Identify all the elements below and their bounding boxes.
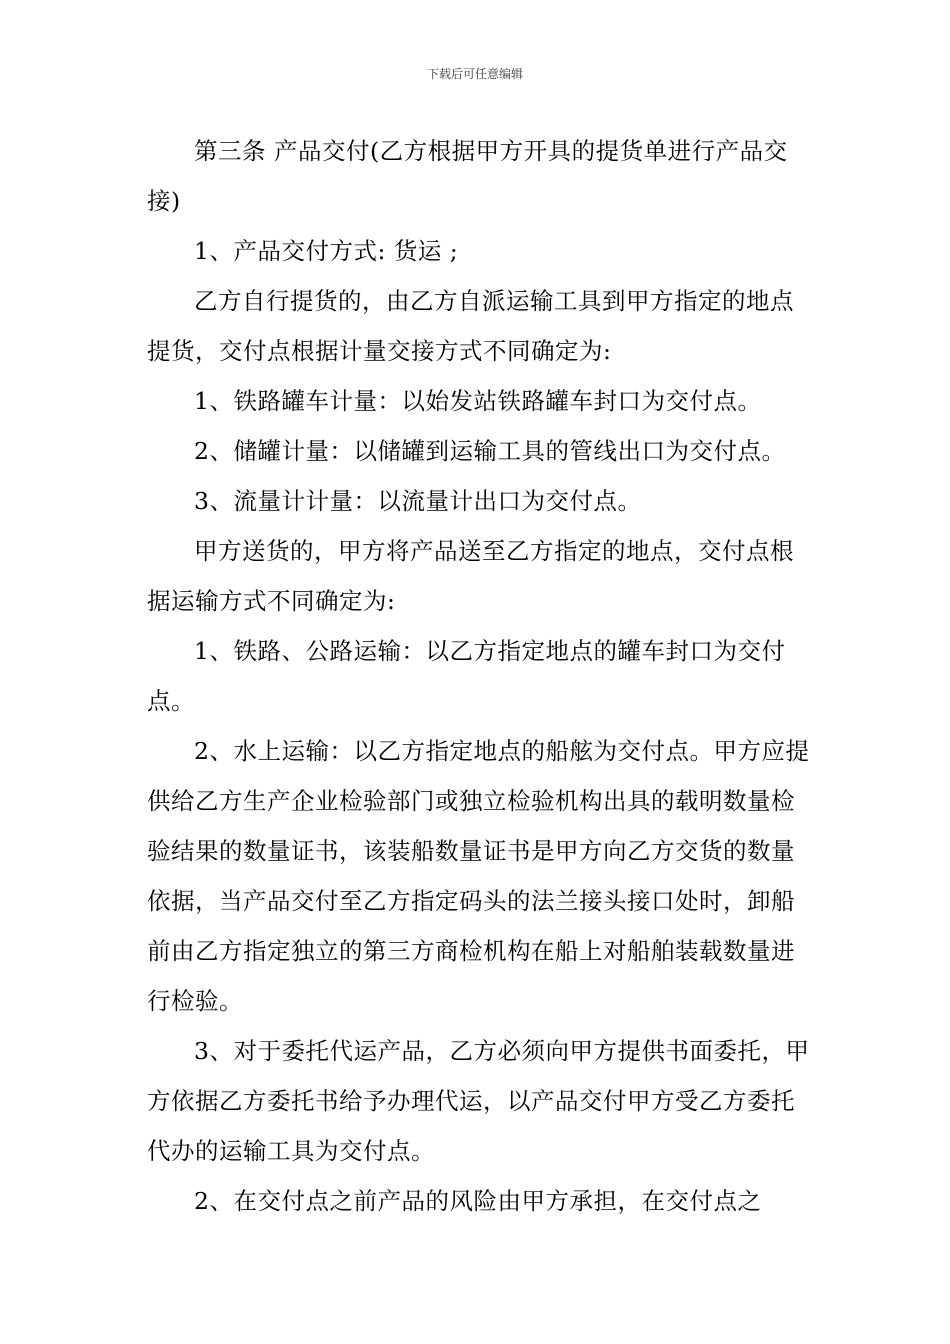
storage-tank-measure-item: 2、储罐计量：以储罐到运输工具的管线出口为交付点。 <box>194 437 786 465</box>
delivery-method-item: 1、产品交付方式: 货运 ; <box>194 237 459 265</box>
rail-tanker-measure-item: 1、铁路罐车计量：以始发站铁路罐车封口为交付点。 <box>194 387 762 415</box>
consigned-transport-item: 3、对于委托代运产品，乙方必须向甲方提供书面委托，甲方依据乙方委托书给予办理代运，以产品交付甲方受乙方委托代办的运输工具为交付点。 <box>147 1037 810 1165</box>
risk-transfer-item: 2、在交付点之前产品的风险由甲方承担，在交付点之 <box>194 1187 762 1215</box>
water-transport-item: 2、水上运输：以乙方指定地点的船舷为交付点。甲方应提供给乙方生产企业检验部门或独立检验机构出具的载明数量检验结果的数量证书，该装船数量证书是甲方向乙方交货的数量依据，当产品交付至乙方指定码头的法兰接头接口处时，卸船前由乙方指定独立的第三方商检机构在船上对船舶装载数量进行检验。 <box>147 737 810 1015</box>
article-three-heading: 第三条 产品交付(乙方根据甲方开具的提货单进行产品交接) <box>147 137 788 215</box>
document-body <box>147 126 811 1226</box>
self-pickup-paragraph: 乙方自行提货的，由乙方自派运输工具到甲方指定的地点提货，交付点根据计量交接方式不同确定为: <box>147 287 794 365</box>
supplier-delivery-paragraph: 甲方送货的，甲方将产品送至乙方指定的地点，交付点根据运输方式不同确定为: <box>147 537 794 615</box>
page-header-note: 下载后可任意编辑 <box>426 67 523 81</box>
rail-road-transport-item: 1、铁路、公路运输：以乙方指定地点的罐车封口为交付点。 <box>147 637 786 715</box>
flowmeter-measure-item: 3、流量计计量：以流量计出口为交付点。 <box>194 487 642 515</box>
